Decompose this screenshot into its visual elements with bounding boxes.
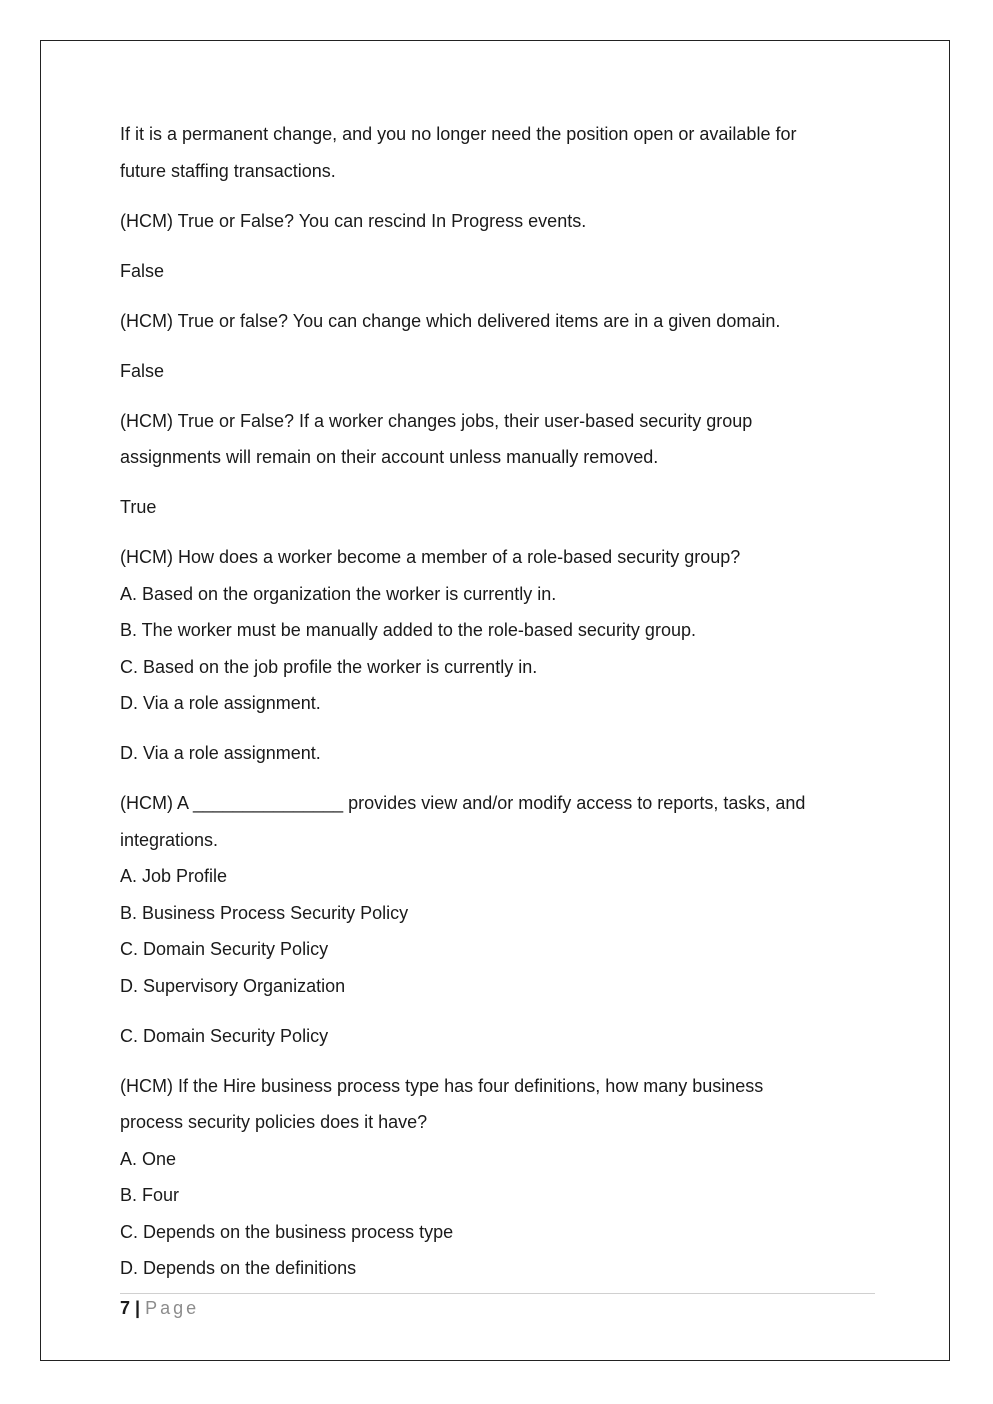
- question-text: (HCM) If the Hire business process type has four definitions, how many business: [120, 1075, 764, 1096]
- option-text: D. Depends on the definitions: [120, 1258, 357, 1278]
- answer-text: D. Via a role assignment.: [120, 743, 321, 763]
- option-text: A. Based on the organization the worker is currently in.: [120, 583, 557, 604]
- question-text: integrations.: [120, 829, 219, 850]
- answer-text: True: [120, 497, 157, 517]
- option-text: C. Depends on the business process type: [120, 1221, 454, 1242]
- document-body: [120, 116, 875, 1287]
- page-footer: [120, 1296, 199, 1320]
- answer-text: C. Domain Security Policy: [120, 1025, 329, 1046]
- option-text: C. Domain Security Policy: [120, 939, 329, 959]
- option-text: D. Supervisory Organization: [120, 975, 346, 996]
- question-text: (HCM) True or false? You can change which delivered items are in a given domain.: [120, 310, 781, 331]
- question-text: (HCM) A _______________ provides view and/or modify access to reports, tasks, and: [120, 793, 806, 813]
- question-text: process security policies does it have?: [120, 1112, 428, 1132]
- option-text: B. Four: [120, 1185, 180, 1205]
- question-text: assignments will remain on their account unless manually removed.: [120, 447, 659, 467]
- option-text: A. Job Profile: [120, 866, 228, 886]
- option-text: B. The worker must be manually added to the role-based security group.: [120, 620, 696, 640]
- page-label: Page: [145, 1298, 200, 1318]
- question-text: (HCM) True or False? If a worker changes jobs, their user-based security group: [120, 410, 753, 431]
- question-text: (HCM) How does a worker become a member of a role-based security group?: [120, 547, 741, 567]
- paragraph-line: future staffing transactions.: [120, 160, 336, 181]
- option-text: C. Based on the job profile the worker is currently in.: [120, 656, 538, 677]
- page-number: 7: [120, 1298, 131, 1318]
- answer-text: False: [120, 360, 165, 381]
- option-text: D. Via a role assignment.: [120, 693, 321, 713]
- question-text: (HCM) True or False? You can rescind In Progress events.: [120, 210, 587, 231]
- footer-separator: |: [130, 1298, 146, 1318]
- footer-divider: [120, 1293, 875, 1294]
- option-text: B. Business Process Security Policy: [120, 902, 409, 923]
- paragraph-line: If it is a permanent change, and you no longer need the position open or available for: [120, 124, 797, 144]
- option-text: A. One: [120, 1148, 177, 1169]
- answer-text: False: [120, 260, 165, 281]
